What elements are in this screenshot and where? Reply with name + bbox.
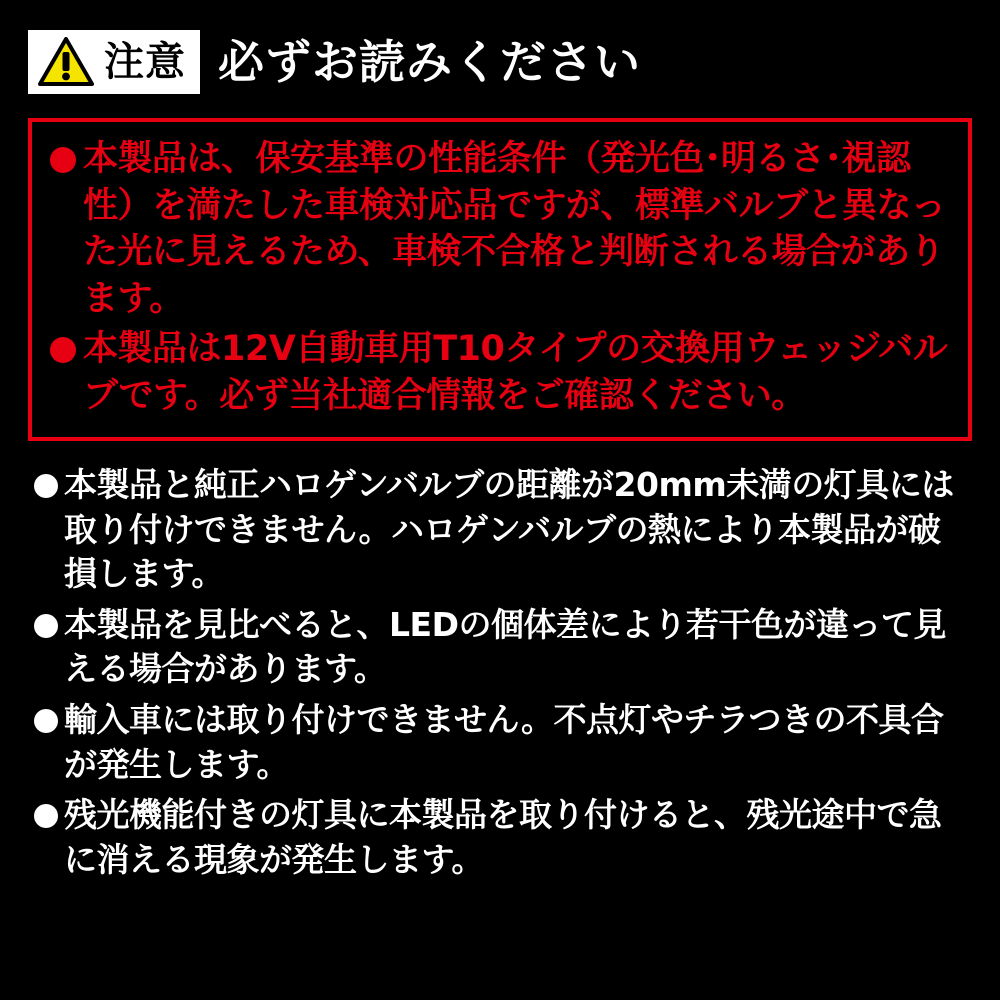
list-item [34, 603, 966, 692]
caution-badge [28, 30, 200, 94]
list-item [34, 463, 966, 597]
warning-triangle-icon [38, 37, 94, 87]
header [28, 30, 972, 94]
critical-warning-box [28, 118, 972, 441]
list-item [50, 326, 950, 419]
caution-label: 注意 [104, 39, 186, 85]
bullet-icon [34, 709, 58, 733]
bullet-icon [50, 337, 76, 363]
list-item [50, 136, 950, 322]
list-item [34, 698, 966, 787]
list-item [34, 793, 966, 882]
bullet-icon [34, 614, 58, 638]
list-item-text: 本製品は、保安基準の性能条件（発光色･明るさ･視認性）を満たした車検対応品ですが、標準バルブと異なった光に見えるため、車検不合格と判断される場合があります。 [83, 139, 946, 319]
list-item-text: 本製品を見比べると、LEDの個体差により若干色が違って見える場合があります。 [64, 604, 946, 689]
list-item-text: 残光機能付きの灯具に本製品を取り付けると、残光途中で急に消える現象が発生します。 [64, 795, 942, 879]
bullet-icon [34, 474, 58, 498]
list-item-text: 本製品と純正ハロゲンバルブの距離が20mm未満の灯具には取り付けできません。ハロゲンバルブの熱により本製品が破損します。 [64, 465, 954, 594]
notes-list [28, 463, 972, 882]
bullet-icon [34, 804, 58, 828]
page-title: 必ずお読みください [218, 35, 641, 89]
list-item-text: 輸入車には取り付けできません。不点灯やチラつきの不具合が発生します。 [64, 700, 944, 784]
bullet-icon [50, 147, 76, 173]
list-item-text: 本製品は12V自動車用T10タイプの交換用ウェッジバルブです。必ず当社適合情報をご確認ください。 [83, 329, 948, 416]
